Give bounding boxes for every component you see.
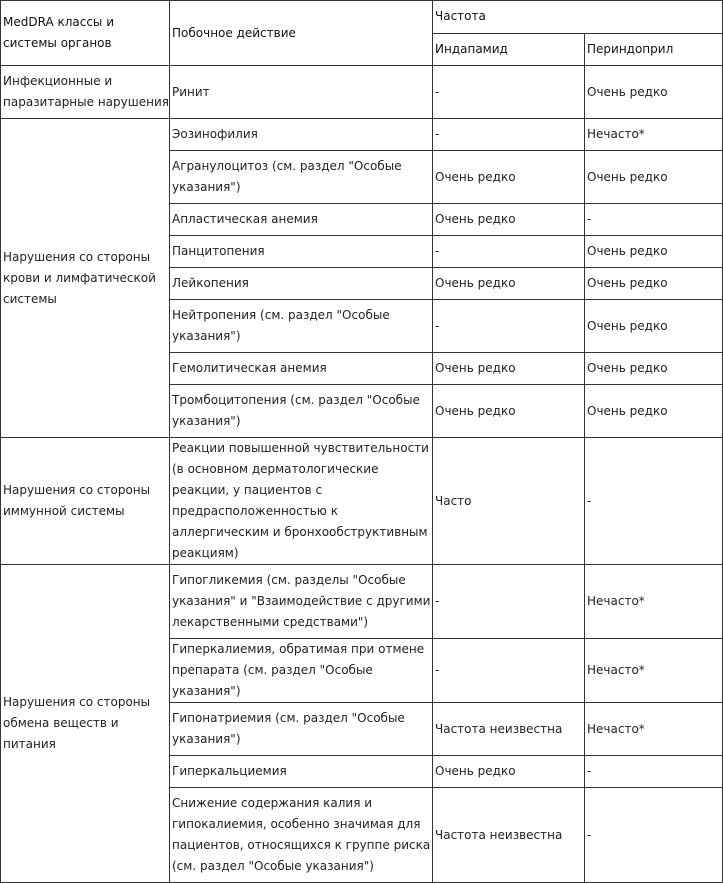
side-effect-cell: Агранулоцитоз (см. раздел "Особые указания"): [170, 151, 433, 204]
perindopril-frequency-cell: -: [585, 756, 723, 788]
indapamide-frequency-cell: -: [433, 119, 585, 151]
perindopril-frequency-cell: Нечасто*: [585, 639, 723, 703]
side-effect-cell: Гипогликемия (см. разделы "Особые указания" и "Взаимодействие с другими лекарственными средствами"): [170, 565, 433, 639]
table-body: [1, 66, 723, 883]
perindopril-frequency-cell: Очень редко: [585, 300, 723, 353]
perindopril-frequency-cell: -: [585, 788, 723, 883]
perindopril-frequency-cell: Очень редко: [585, 151, 723, 204]
header-frequency: Частота: [433, 1, 723, 34]
organ-class-cell: Нарушения со стороны крови и лимфатической системы: [1, 119, 170, 438]
perindopril-frequency-cell: -: [585, 438, 723, 565]
header-side-effect: Побочное действие: [170, 1, 433, 66]
perindopril-frequency-cell: Нечасто*: [585, 703, 723, 756]
perindopril-frequency-cell: -: [585, 204, 723, 236]
perindopril-frequency-cell: Очень редко: [585, 353, 723, 385]
side-effect-cell: Гипонатриемия (см. раздел "Особые указания"): [170, 703, 433, 756]
side-effect-cell: Апластическая анемия: [170, 204, 433, 236]
perindopril-frequency-cell: Нечасто*: [585, 119, 723, 151]
side-effect-cell: Гиперкальциемия: [170, 756, 433, 788]
side-effect-cell: Лейкопения: [170, 268, 433, 300]
side-effect-cell: Ринит: [170, 66, 433, 119]
organ-class-cell: Нарушения со стороны обмена веществ и питания: [1, 565, 170, 883]
side-effect-cell: Нейтропения (см. раздел "Особые указания"): [170, 300, 433, 353]
table-row: [1, 565, 723, 639]
indapamide-frequency-cell: -: [433, 66, 585, 119]
perindopril-frequency-cell: Очень редко: [585, 66, 723, 119]
side-effect-cell: Тромбоцитопения (см. раздел "Особые указания"): [170, 385, 433, 438]
indapamide-frequency-cell: Частота неизвестна: [433, 788, 585, 883]
perindopril-frequency-cell: Очень редко: [585, 236, 723, 268]
indapamide-frequency-cell: Очень редко: [433, 385, 585, 438]
organ-class-cell: Инфекционные и паразитарные нарушения: [1, 66, 170, 119]
side-effect-cell: Реакции повышенной чувствительности (в основном дерматологические реакции, у пациентов с предрасположенностью к аллергическим и бронхообструктивным реакциям): [170, 438, 433, 565]
indapamide-frequency-cell: Часто: [433, 438, 585, 565]
indapamide-frequency-cell: -: [433, 300, 585, 353]
side-effect-cell: Гемолитическая анемия: [170, 353, 433, 385]
table-header: [1, 1, 723, 66]
table-row: [1, 66, 723, 119]
header-perindopril: Периндоприл: [585, 33, 723, 66]
indapamide-frequency-cell: Очень редко: [433, 204, 585, 236]
header-indapamide: Индапамид: [433, 33, 585, 66]
indapamide-frequency-cell: -: [433, 639, 585, 703]
table-row: [1, 438, 723, 565]
side-effect-cell: Снижение содержания калия и гипокалиемия, особенно значимая для пациентов, относящихся к группе риска (см. раздел "Особые указания"): [170, 788, 433, 883]
perindopril-frequency-cell: Очень редко: [585, 268, 723, 300]
indapamide-frequency-cell: Очень редко: [433, 151, 585, 204]
indapamide-frequency-cell: Частота неизвестна: [433, 703, 585, 756]
side-effect-cell: Эозинофилия: [170, 119, 433, 151]
header-organ-class: MedDRA классы и системы органов: [1, 1, 170, 66]
side-effect-cell: Гиперкалиемия, обратимая при отмене препарата (см. раздел "Особые указания"): [170, 639, 433, 703]
table-row: [1, 119, 723, 151]
indapamide-frequency-cell: Очень редко: [433, 353, 585, 385]
perindopril-frequency-cell: Нечасто*: [585, 565, 723, 639]
indapamide-frequency-cell: Очень редко: [433, 756, 585, 788]
indapamide-frequency-cell: -: [433, 236, 585, 268]
indapamide-frequency-cell: -: [433, 565, 585, 639]
indapamide-frequency-cell: Очень редко: [433, 268, 585, 300]
perindopril-frequency-cell: Очень редко: [585, 385, 723, 438]
side-effect-cell: Панцитопения: [170, 236, 433, 268]
organ-class-cell: Нарушения со стороны иммунной системы: [1, 438, 170, 565]
